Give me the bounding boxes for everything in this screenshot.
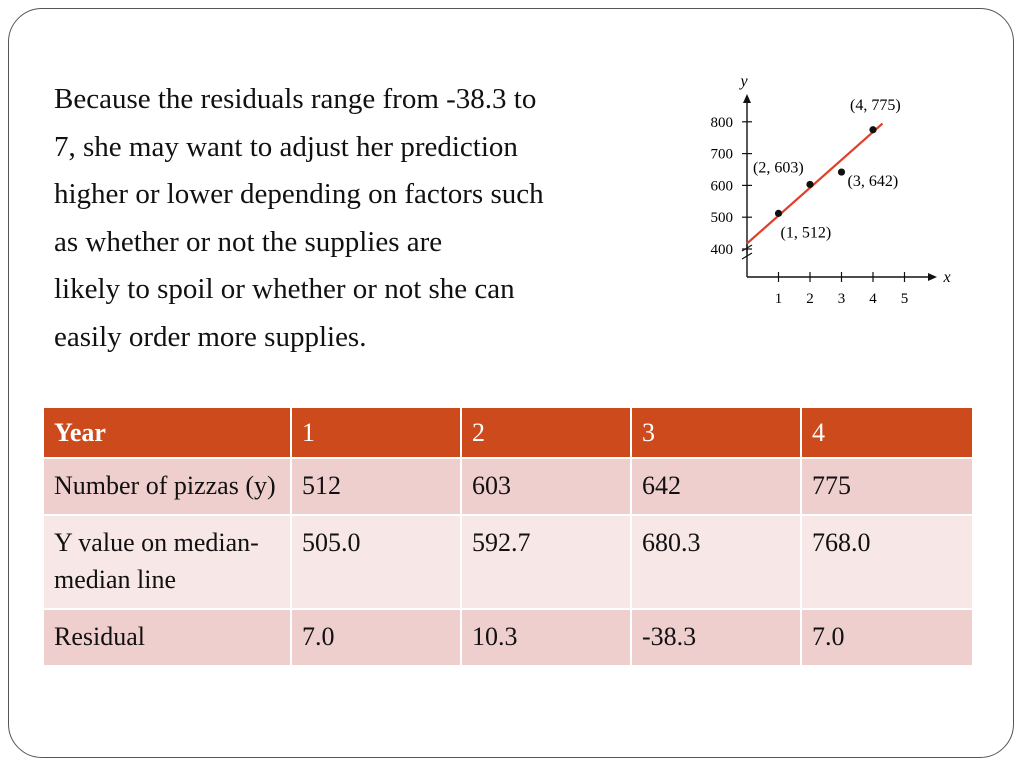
x-tick-label: 4 <box>869 291 877 307</box>
y-tick-label: 800 <box>710 114 733 131</box>
header-cell: 3 <box>631 407 801 458</box>
y-tick-label: 700 <box>710 146 733 163</box>
x-tick-label: 5 <box>900 291 909 307</box>
table-cell: 10.3 <box>461 609 631 666</box>
table-cell: 775 <box>801 458 973 515</box>
x-tick-label: 2 <box>806 291 814 307</box>
table-cell: 642 <box>631 458 801 515</box>
y-tick-label: 400 <box>710 242 733 258</box>
body-paragraph <box>54 76 674 361</box>
paragraph-line: easily order more supplies. <box>54 320 367 353</box>
table-cell: 592.7 <box>461 515 631 609</box>
data-point <box>838 168 845 175</box>
header-cell: 1 <box>291 407 461 458</box>
table-cell: 768.0 <box>801 515 973 609</box>
paragraph-line: as whether or not the supplies are <box>54 225 443 258</box>
point-label: (3, 642) <box>847 173 899 191</box>
point-label: (4, 775) <box>850 96 901 114</box>
point-label: (1, 512) <box>780 224 832 242</box>
table-cell: 603 <box>461 458 631 515</box>
paragraph-line: likely to spoil or whether or not she can <box>54 273 515 305</box>
table-cell: 680.3 <box>631 515 801 609</box>
x-tick-label: 1 <box>774 291 783 307</box>
data-point <box>869 126 876 133</box>
x-axis-arrow <box>928 273 937 281</box>
scatter-chart <box>690 64 960 320</box>
y-tick-label: 600 <box>710 178 733 195</box>
x-tick-label: 3 <box>837 291 846 307</box>
table-row <box>43 515 973 609</box>
y-axis-arrow <box>743 94 751 103</box>
y-axis-label: y <box>740 73 748 90</box>
table-cell: 512 <box>291 458 461 515</box>
table-cell: 7.0 <box>291 609 461 666</box>
point-label: (2, 603) <box>753 159 804 177</box>
residual-table <box>42 406 974 667</box>
header-cell: Year <box>43 407 291 458</box>
data-point <box>806 181 813 188</box>
row-label: Number of pizzas (y) <box>43 458 291 515</box>
x-axis-label: x <box>943 269 951 286</box>
header-cell: 4 <box>801 407 973 458</box>
y-tick-label: 500 <box>710 210 733 227</box>
table-header-row <box>43 407 973 458</box>
header-cell: 2 <box>461 407 631 458</box>
paragraph-line: 7, she may want to adjust her prediction <box>54 130 518 163</box>
table-row <box>43 458 973 515</box>
table-cell: 505.0 <box>291 515 461 609</box>
paragraph-line: Because the residuals range from -38.3 to <box>54 83 537 115</box>
paragraph-line: higher or lower depending on factors such <box>54 178 544 210</box>
data-point <box>775 210 782 217</box>
row-label: Residual <box>43 609 291 666</box>
table-cell: -38.3 <box>631 609 801 666</box>
row-label: Y value on median-median line <box>43 515 291 609</box>
table-row <box>43 609 973 666</box>
table-cell: 7.0 <box>801 609 973 666</box>
